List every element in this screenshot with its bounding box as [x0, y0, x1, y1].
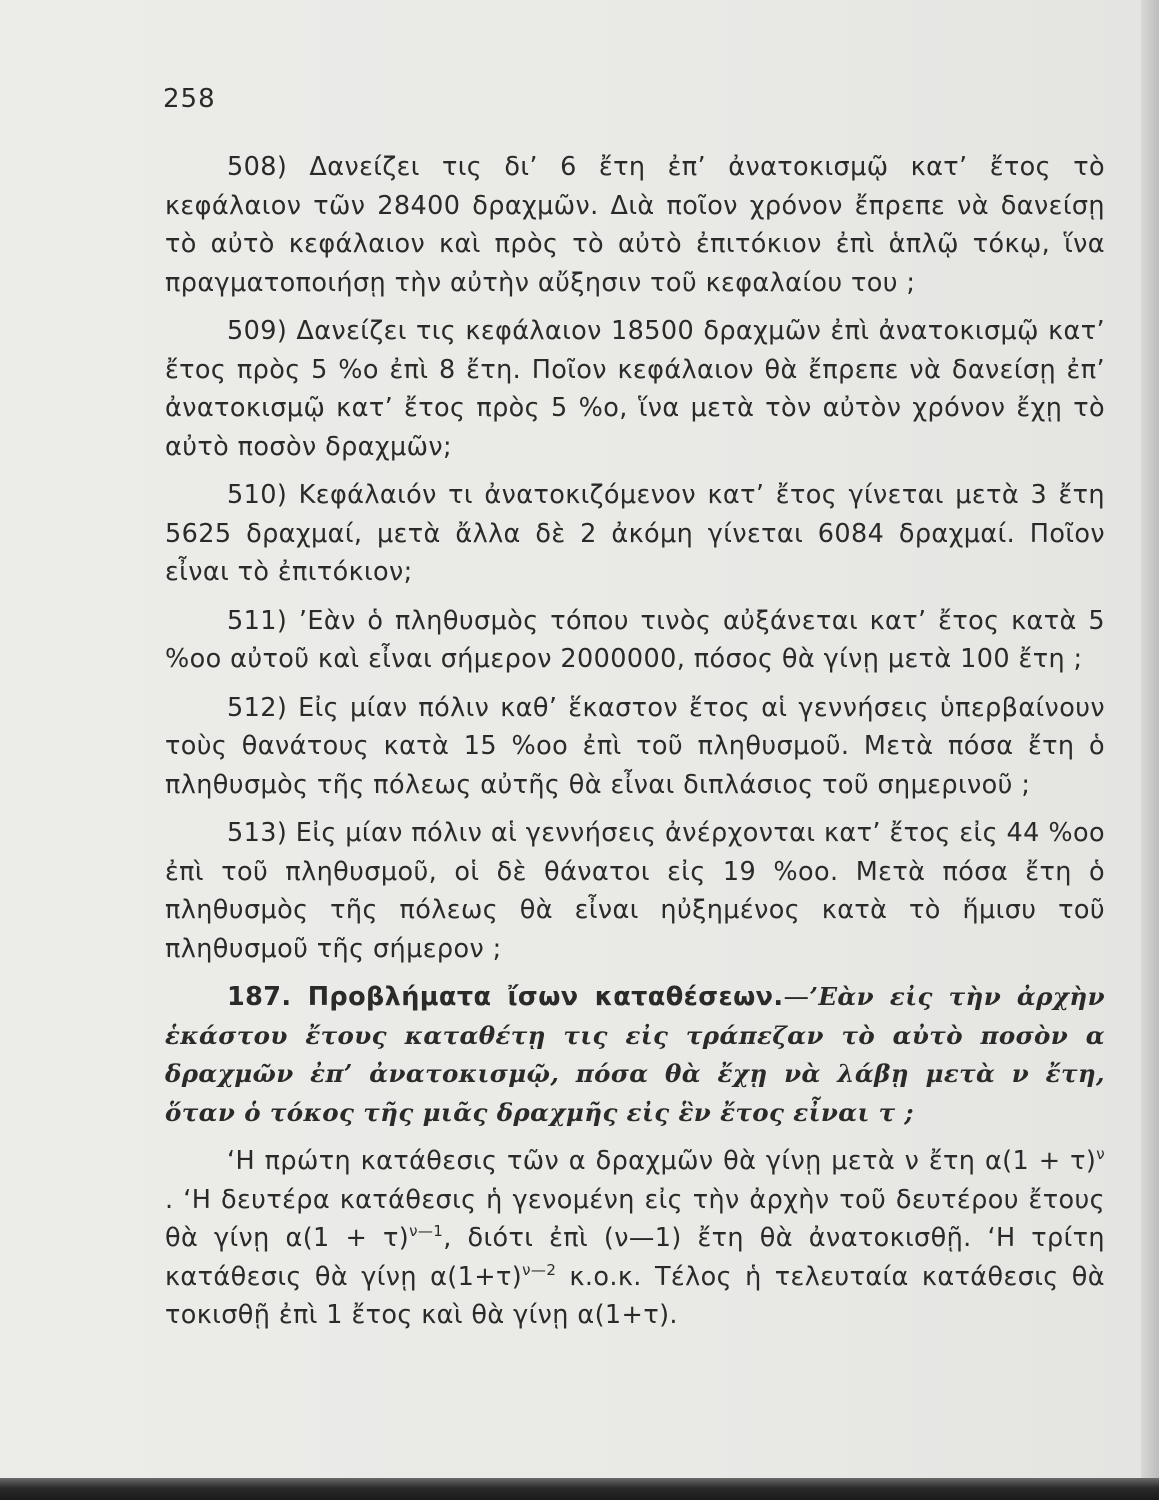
problem-512: 512) Εἰς μίαν πόλιν καθ’ ἕκαστον ἔτος αἱ γεννήσεις ὑπερβαίνουν τοὺς θανάτους κατὰ 15 %οο ἐπὶ τοῦ πληθυσμοῦ. Μετὰ πόσα ἔτη ὁ πληθυσμὸς τῆς πόλεως αὐτῆς θὰ εἶναι διπλάσιος τοῦ σημερινοῦ ; — [165, 692, 1105, 800]
section-heading: 187. Προβλήματα ἴσων καταθέσεων. — [227, 982, 784, 1012]
exponent-2: ν—1 — [409, 1222, 444, 1240]
exponent-3: ν—2 — [522, 1260, 557, 1279]
exponent-1: ν — [1096, 1145, 1105, 1163]
solution-part-1: ‘Η πρώτη κατάθεσις τῶν α δραχμῶν θὰ γίνῃ μετὰ ν ἔτη α(1 + τ) — [227, 1146, 1097, 1176]
problem-511: 511) ’Εὰν ὁ πληθυσμὸς τόπου τινὸς αὐξάνεται κατ’ ἔτος κατὰ 5 %οο αὐτοῦ καὶ εἶναι σήμερον 2000000, πόσος θὰ γίνῃ μετὰ 100 ἔτη ; — [165, 605, 1105, 674]
solution-part-4: κ.ο.κ. Τέλος ἡ τελευταία κατάθεσις θὰ τοκισθῇ ἐπὶ 1 ἔτος καὶ θὰ γίνῃ α(1+τ). — [165, 1261, 1105, 1330]
page-number: 258 — [163, 84, 216, 114]
page-text — [165, 148, 1105, 1345]
problem-509: 509) Δανείζει τις κεφάλαιον 18500 δραχμῶν ἐπὶ ἀνατοκισμῷ κατ’ ἔτος πρὸς 5 %ο ἐπὶ 8 ἔτη. Ποῖον κεφάλαιον θὰ ἔπρεπε νὰ δανείσῃ ἐπ’ ἀνατοκισμῷ κατ’ ἔτος πρὸς 5 %ο, ἵνα μετὰ τὸν αὐτὸν χρόνον ἔχῃ τὸ αὐτὸ ποσὸν δραχμῶν; — [165, 316, 1105, 462]
page-right-edge — [1141, 0, 1159, 1500]
solution-part-3: , διότι ἐπὶ (ν—1) ἔτη θὰ ἀνατοκισθῇ. ‘Η τρίτη κατάθεσις θὰ γίνῃ α(1+τ) — [165, 1223, 1105, 1292]
problem-508: 508) Δανείζει τις δι’ 6 ἔτη ἐπ’ ἀνατοκισμῷ κατ’ ἔτος τὸ κεφάλαιον τῶν 28400 δραχμῶν. Διὰ ποῖον χρόνον ἔπρεπε νὰ δανείσῃ τὸ αὐτὸ κεφάλαιον καὶ πρὸς τὸ αὐτὸ ἐπιτόκιον ἐπὶ ἁπλῷ τόκῳ, ἵνα πραγματοποιήσῃ τὴν αὐτὴν αὔξησιν τοῦ κεφαλαίου του ; — [165, 152, 1105, 298]
section-187 — [165, 978, 1105, 1132]
solution-part-2: . ‘Η δευτέρα κατάθεσις ἡ γενομένη εἰς τὴν ἀρχὴν τοῦ δευτέρου ἔτους θὰ γίνῃ α(1 + τ) — [165, 1184, 1105, 1253]
page-bottom-edge — [0, 1478, 1159, 1500]
problem-510: 510) Κεφάλαιόν τι ἀνατοκιζόμενον κατ’ ἔτος γίνεται μετὰ 3 ἔτη 5625 δραχμαί, μετὰ ἄλλα δὲ 2 ἀκόμη γίνεται 6084 δραχμαί. Ποῖον εἶναι τὸ ἐπιτόκιον; — [165, 480, 1105, 587]
section-statement: ’Εὰν εἰς τὴν ἀρχὴν ἑκάστου ἔτους καταθέτῃ τις εἰς τράπεζαν τὸ αὐτὸ ποσὸν α δραχμῶν ἐπ’ ἀνατοκισμῷ, πόσα θὰ ἔχῃ νὰ λάβῃ μετὰ ν ἔτη, ὅταν ὁ τόκος τῆς μιᾶς δραχμῆς εἰς ἓν ἔτος εἶναι τ ; — [165, 982, 1105, 1127]
section-dash: — — [783, 982, 810, 1012]
solution-paragraph — [165, 1142, 1105, 1335]
problem-513: 513) Εἰς μίαν πόλιν αἱ γεννήσεις ἀνέρχονται κατ’ ἔτος εἰς 44 %οο ἐπὶ τοῦ πληθυσμοῦ, οἱ δὲ θάνατοι εἰς 19 %οο. Μετὰ πόσα ἔτη ὁ πληθυσμὸς τῆς πόλεως θὰ εἶναι ηὐξημένος κατὰ τὸ ἥμισυ τοῦ πληθυσμοῦ τῆς σήμερον ; — [165, 818, 1105, 964]
